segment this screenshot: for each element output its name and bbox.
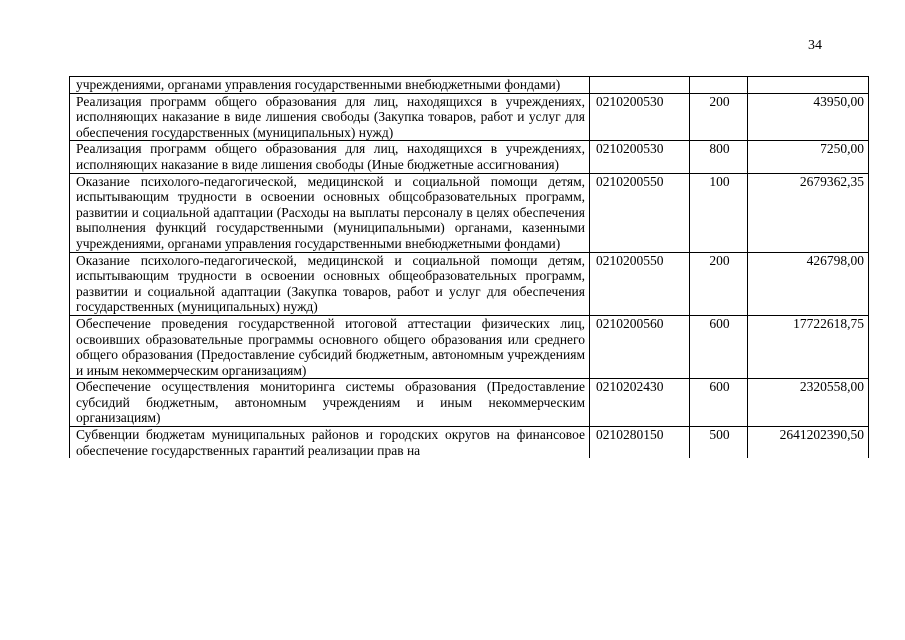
row-amount: 2320558,00 bbox=[748, 379, 869, 427]
row-expense-type: 600 bbox=[690, 379, 748, 427]
row-amount: 17722618,75 bbox=[748, 315, 869, 378]
table-row bbox=[70, 77, 869, 94]
row-amount: 43950,00 bbox=[748, 93, 869, 141]
row-amount: 2679362,35 bbox=[748, 173, 869, 252]
row-amount: 2641202390,50 bbox=[748, 427, 869, 459]
row-description: Оказание психолого-педагогической, медицинской и социальной помощи детям, испытывающим трудности в освоении основных общеобразовательных программ, развитии и социальной адаптации (Закупка товаров, работ и услуг для обеспечения государственных (муниципальных) нужд) bbox=[70, 252, 590, 315]
row-expense-type bbox=[690, 77, 748, 94]
table-row bbox=[70, 315, 869, 378]
table-row bbox=[70, 379, 869, 427]
row-expense-type: 100 bbox=[690, 173, 748, 252]
row-target-code: 0210280150 bbox=[590, 427, 690, 459]
row-description: Субвенции бюджетам муниципальных районов и городских округов на финансовое обеспечение государственных гарантий реализации прав на bbox=[70, 427, 590, 459]
row-target-code: 0210200530 bbox=[590, 93, 690, 141]
row-target-code: 0210200560 bbox=[590, 315, 690, 378]
table-row bbox=[70, 93, 869, 141]
row-expense-type: 200 bbox=[690, 93, 748, 141]
row-description: Оказание психолого-педагогической, медицинской и социальной помощи детям, испытывающим трудности в освоении основных общсобразовательных программ, развитии и социальной адаптации (Расходы на выплаты персоналу в целях обеспечения выполнения функций государственными (муниципальными) органами, казенными учреждениями, органами управления государственными внебюджетными фондами) bbox=[70, 173, 590, 252]
row-expense-type: 500 bbox=[690, 427, 748, 459]
row-description: учреждениями, органами управления государственными внебюджетными фондами) bbox=[70, 77, 590, 94]
row-target-code bbox=[590, 77, 690, 94]
budget-table bbox=[69, 76, 869, 458]
row-description: Реализация программ общего образования для лиц, находящихся в учреждениях, исполняющих наказание в виде лишения свободы (Иные бюджетные ассигнования) bbox=[70, 141, 590, 173]
page-number: 34 bbox=[808, 38, 822, 53]
row-amount: 7250,00 bbox=[748, 141, 869, 173]
row-expense-type: 600 bbox=[690, 315, 748, 378]
row-description: Реализация программ общего образования для лиц, находящихся в учреждениях, исполняющих наказание в виде лишения свободы (Закупка товаров, работ и услуг для обеспечения государственных (муниципальных) нужд) bbox=[70, 93, 590, 141]
row-target-code: 0210200550 bbox=[590, 252, 690, 315]
row-description: Обеспечение осуществления мониторинга системы образования (Предоставление субсидий бюджетным, автономным учреждениям и иным некоммерческим организациям) bbox=[70, 379, 590, 427]
row-target-code: 0210202430 bbox=[590, 379, 690, 427]
table-row bbox=[70, 141, 869, 173]
table-row bbox=[70, 173, 869, 252]
row-description: Обеспечение проведения государственной итоговой аттестации физических лиц, освоивших образовательные программы основного общего образования или среднего общего образования (Предоставление субсидий бюджетным, автономным учреждениям и иным некоммерческим организациям) bbox=[70, 315, 590, 378]
table-row bbox=[70, 427, 869, 459]
row-amount bbox=[748, 77, 869, 94]
row-target-code: 0210200530 bbox=[590, 141, 690, 173]
row-amount: 426798,00 bbox=[748, 252, 869, 315]
row-expense-type: 200 bbox=[690, 252, 748, 315]
table-row bbox=[70, 252, 869, 315]
row-target-code: 0210200550 bbox=[590, 173, 690, 252]
row-expense-type: 800 bbox=[690, 141, 748, 173]
